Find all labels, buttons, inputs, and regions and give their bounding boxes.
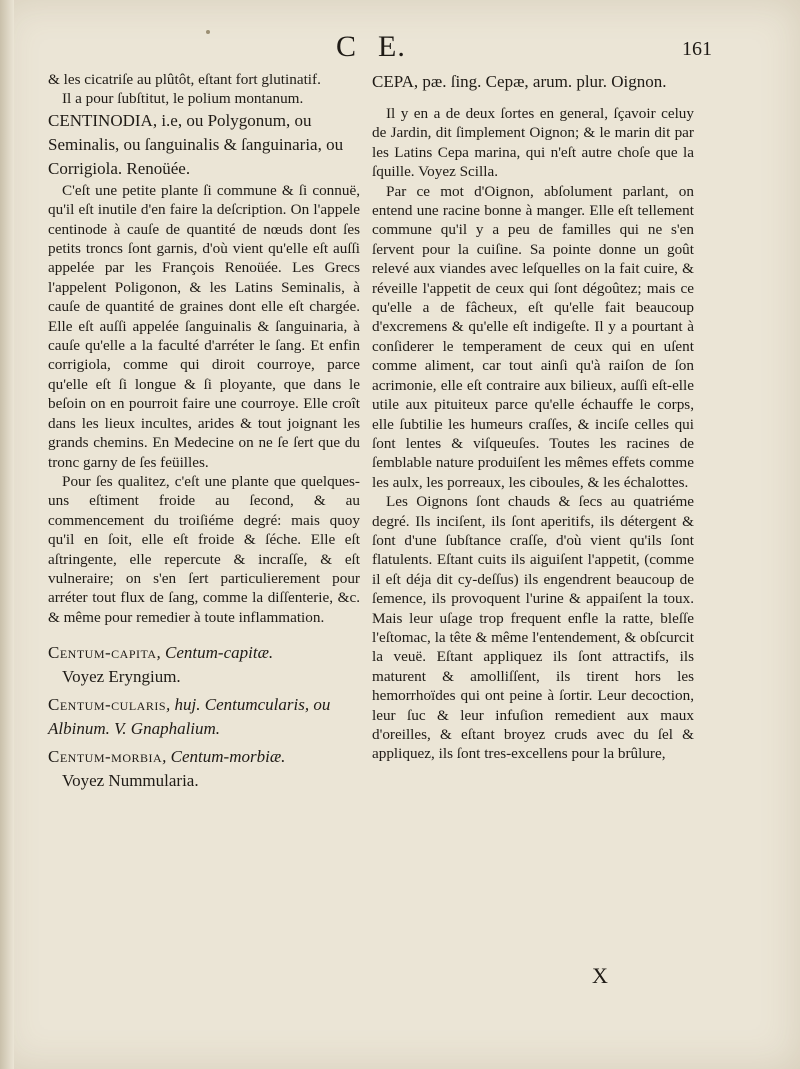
page-number: 161 (682, 38, 712, 60)
paragraph: & les cicatriſe au plûtôt, eſtant fort glutinatif. (48, 71, 321, 88)
entry-head: Centum-morbia (48, 747, 163, 767)
paragraph: Il a pour ſubſtitut, le polium montanum. (62, 90, 304, 108)
entry-centum-morbia (48, 745, 360, 793)
right-column (372, 70, 694, 764)
entry-heading-centinodia: CENTINODIA, i.e, ou Polygonum, ou Seminalis, ou ſanguinalis & ſanguinaria, ou Corrigiola. Renoüée. (48, 110, 344, 178)
entry-heading-cepa: CEPA, pæ. ſing. Cepæ, arum. plur. Oignon. (372, 72, 667, 91)
paragraph: C'eſt une petite plante ſi commune & ſi connuë, qu'il eſt inutile d'en faire la deſcription. On l'appele centinode à cauſe de quantité de nœuds dont ſes petits troncs ſont garnis, d'où vient qu'elle eſt auſſi appelée par les François Renoüée. Les Grecs l'appelent Poligonon, & les Latins Seminalis, à cauſe de quantité de graines dont elle eſt chargée. Elle eſt auſſi appelée ſanguinalis & ſanguinaria, à cauſe qu'elle a la faculté d'arréter le ſang. Et enfin corrigiola, comme qui diroit courroye, parce qu'elle eſt ſi longue & ſi ployante, que dans le beſoin on en pourroit faire une courroye. Elle croît dans les lieux incultes, arides & tout joignant les grands chemins. En Medecine on ne ſe ſert que du tronc garny de ſes feüilles. (48, 181, 360, 471)
entry-head: Centum-cularis (48, 695, 167, 715)
paragraph: Pour ſes qualitez, c'eſt une plante que quelques-uns eſtiment froide au ſecond, & au commencement du troiſiéme degré: mais quoy qu'il en ſoit, elle eſt froide & ſéche. Elle eſt aſtringente, elle repercute & incraſſe, & eſt vulneraire; on s'en ſert particulierement pour arréter tout flux de ſang, comme la diſſenterie, &c. & même pour remedier à toute inflammation. (48, 472, 360, 626)
entry-centum-capita (48, 641, 360, 689)
running-header (0, 30, 800, 70)
entry-rest: , Centum-capitæ. (156, 643, 274, 663)
entry-rest: , huj. Centumcularis, ou Albinum. V. Gnaphalium. (48, 695, 331, 739)
paragraph: Les Oignons ſont chauds & ſecs au quatriéme degré. Ils inciſent, ils ſont aperitifs, ils détergent & ſont d'une ſubſtance craſſe, d'où vient qu'ils ſont flatulents. Eſtant cuits ils aiguiſent l'appetit, (comme il eſt déja dit cy-deſſus) ils engendrent beaucoup de ſemence, ils provoquent l'urine & appaiſent la toux. Mais leur uſage trop frequent enfle la ratte, bleſſe l'eſtomac, la tête & même l'entendement, & obſcurcit la veuë. Eſtant appliquez ils ſont attractifs, ils maturent & amolliſſent, ils tirent hors les hemorrhoïdes qui ont peine à ſortir. Leur decoction, leur ſuc & leur infuſion remedient aux maux d'oreilles, & eſtant broyez cruds avec du ſel & appliquez, ils ſont tres-excellens pour la brûlure, (372, 493, 694, 763)
entry-see: Voyez Nummularia. (62, 771, 199, 791)
entry-see: Voyez Eryngium. (62, 667, 181, 687)
header-letter-right: E. (378, 30, 406, 63)
left-column (48, 70, 360, 795)
entry-rest: , Centum-morbiæ. (162, 747, 286, 767)
header-letter-left: C (336, 30, 358, 63)
signature-mark: X (592, 963, 608, 988)
paragraph: Par ce mot d'Oignon, abſolument parlant, on entend une racine bonne à manger. Elle eſt tellement commune qu'il y a peu de familles qui ne s'en ſervent pour la cuiſine. Sa pointe donne un goût relevé aux viandes avec leſquelles on la fait cuire, & réveille l'appetit de ceux qui ſont dégoûtez; mais ce qu'elle a de fâcheux, eſt qu'elle fait beaucoup d'excremens & qu'elle eſt indigeſte. Il y a pourtant à conſiderer le temperament de ceux qui en uſent comme aliment, car tout ainſi qu'à raiſon de ſon acrimonie, elle eſt contraire aux bilieux, auſſi eſt-elle utile aux pituiteux parce qu'elle échauffe le corps, elle ſubtilie les humeurs craſſes, & inciſe celles qui ſont lentes & viſqueuſes. Toutes les racines de ſemblable nature produiſent les mêmes effets comme les aulx, les porreaux, les ciboules, & les échalottes. (372, 182, 694, 491)
paragraph: Il y en a de deux ſortes en general, ſçavoir celuy de Jardin, dit ſimplement Oignon; & le marin dit par les Latins Cepa marina, qui n'eſt autre choſe que la ſquille. Voyez Scilla. (372, 105, 694, 181)
entry-head: Centum-capita (48, 643, 157, 663)
entry-centum-cularis (48, 693, 360, 741)
